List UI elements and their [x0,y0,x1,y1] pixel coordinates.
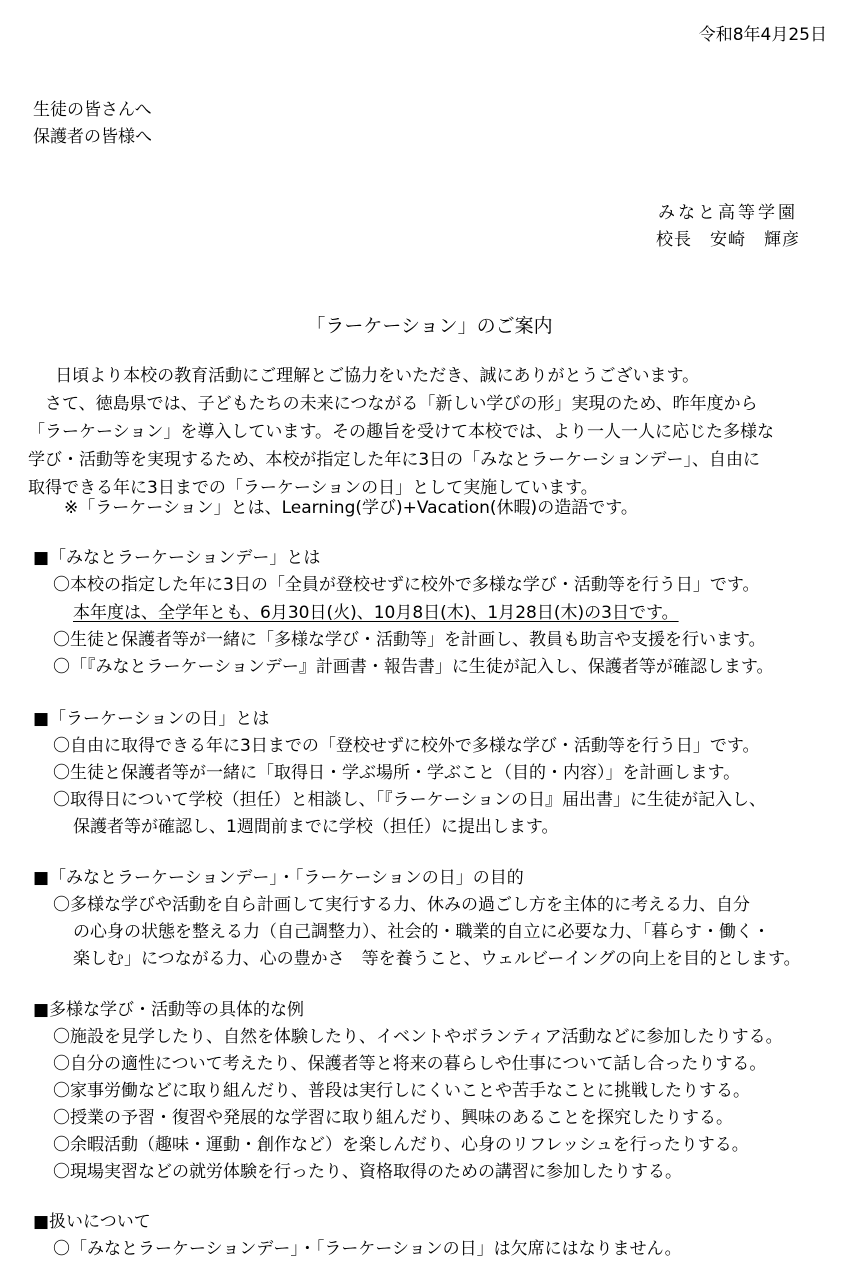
intro-note: ※「ラーケーション」とは、Learning(学び)+Vacation(休暇)の造語です。 [64,498,638,518]
list-item-continuation [73,599,853,627]
list-item-continuation: の心身の状態を整える力（自己調整力）、社会的・職業的自立に必要な力、「暮らす・働く・ [73,922,770,942]
list-item: 〇自分の適性について考えたり、保護者等と将来の暮らしや仕事について話し合ったりする。 [53,1054,767,1074]
section-heading: ■扱いについて [33,1212,151,1232]
sender-school: みなと高等学園 [658,203,798,223]
list-item: 〇多様な学びや活動を自ら計画して実行する力、休みの過ごし方を主体的に考える力、自分 [53,895,750,915]
list-item: 〇現場実習などの就労体験を行ったり、資格取得のための講習に参加したりする。 [53,1162,682,1182]
intro-greeting: 日頃より本校の教育活動にご理解とご協力をいただき、誠にありがとうございます。 [55,366,700,386]
section-heading: ■「ラーケーションの日」とは [33,709,270,729]
list-item: 〇余暇活動（趣味・運動・創作など）を楽しんだり、心身のリフレッシュを行ったりする。 [53,1135,749,1155]
schedule-dates: 本年度は、全学年とも、6月30日(火)、10月8日(木)、1月28日(木)の3日です。 [73,603,679,623]
sender-principal: 校長 安崎 輝彦 [656,230,800,250]
list-item: 〇「『みなとラーケーションデー』計画書・報告書」に生徒が記入し、保護者等が確認します。 [53,657,774,677]
list-item: 〇「みなとラーケーションデー」・「ラーケーションの日」は欠席にはなりません。 [53,1239,682,1259]
list-item: 〇家事労働などに取り組んだり、普段は実行しにくいことや苦手なことに挑戦したりする。 [53,1081,750,1101]
section-heading: ■「みなとラーケーションデー」・「ラーケーションの日」の目的 [33,868,524,888]
list-item-continuation: 楽しむ」につながる力、心の豊かさ 等を養うこと、ウェルビーイングの向上を目的とします。 [73,949,801,969]
list-item: 〇授業の予習・復習や発展的な学習に取り組んだり、興味のあることを探究したりする。 [53,1108,733,1128]
section-heading: ■多様な学び・活動等の具体的な例 [33,1000,305,1020]
section-heading: ■「みなとラーケーションデー」とは [33,548,321,568]
list-item-continuation: 保護者等が確認し、1週間前までに学校（担任）に提出します。 [73,817,559,837]
list-item: 〇本校の指定した年に3日の「全員が登校せずに校外で多様な学び・活動等を行う日」です。 [53,575,760,595]
list-item: 〇自由に取得できる年に3日までの「登校せずに校外で多様な学び・活動等を行う日」です。 [53,736,760,756]
intro-body: さて、徳島県では、子どもたちの未来につながる「新しい学びの形」実現のため、昨年度から 「ラーケーション」を導入しています。その趣旨を受けて本校では、より一人一人に応じた多様な 学び・活動等を実現するため、本校が指定した年に3日の「みなとラーケーションデー」、自由に 取得できる年に3日までの「ラーケーションの日」として実施しています。 [28,394,774,498]
list-item: 〇生徒と保護者等が一緒に「多様な学び・活動等」を計画し、教員も助言や支援を行います。 [53,630,766,650]
list-item: 〇取得日について学校（担任）と相談し、「『ラーケーションの日』届出書」に生徒が記入し、 [53,790,766,810]
recipient-students: 生徒の皆さんへ [33,100,152,120]
list-item: 〇施設を見学したり、自然を体験したり、イベントやボランティア活動などに参加したりする。 [53,1027,783,1047]
recipient-guardians: 保護者の皆様へ [33,127,152,147]
document-title: 「ラーケーション」のご案内 [306,315,553,337]
document-date: 令和8年4月25日 [698,25,827,45]
list-item: 〇生徒と保護者等が一緒に「取得日・学ぶ場所・学ぶこと（目的・内容）」を計画します。 [53,763,741,783]
